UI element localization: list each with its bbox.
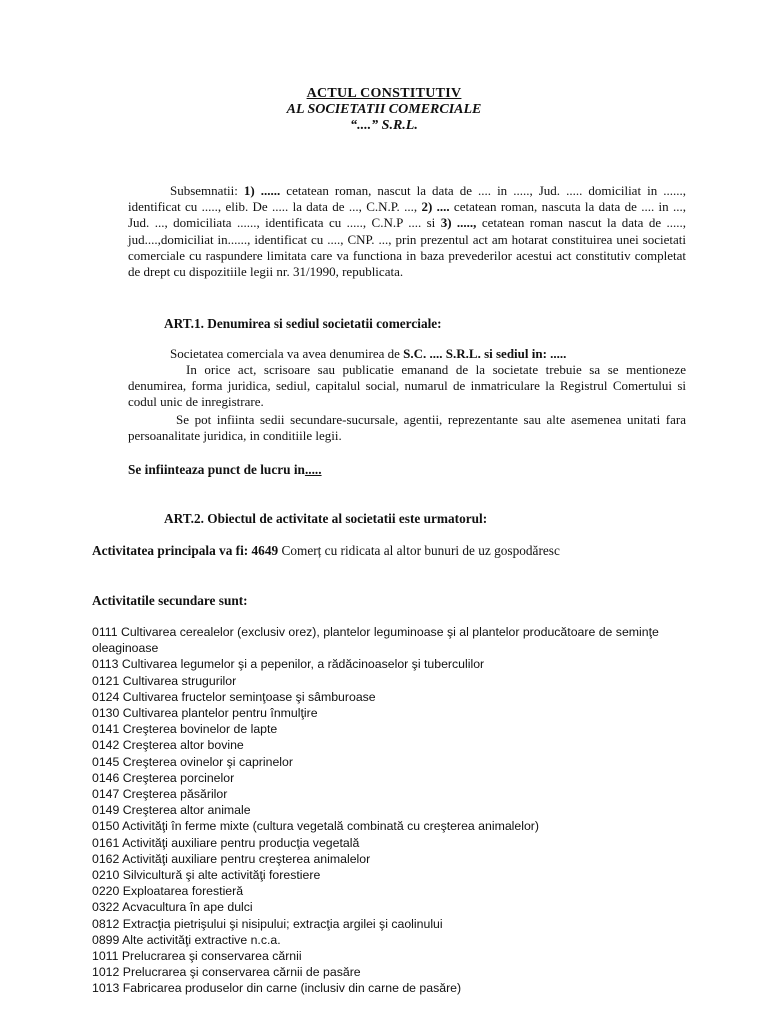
list-item: 0111 Cultivarea cerealelor (exclusiv orez), plantelor leguminoase şi al plantelor producătoare de seminţe oleaginoase bbox=[92, 625, 659, 656]
list-item: 0150 Activităţi în ferme mixte (cultura vegetală combinată cu creşterea animalelor) bbox=[92, 819, 539, 834]
list-item: 0142 Creşterea altor bovine bbox=[92, 738, 244, 753]
list-item: 0161 Activităţi auxiliare pentru producţia vegetală bbox=[92, 835, 360, 850]
list-item: 0220 Exploatarea forestieră bbox=[92, 884, 244, 899]
main-activity: Activitatea principala va fi: 4649 Comerț cu ridicata al altor bunuri de uz gospodăresc bbox=[92, 543, 560, 558]
list-item: 0147 Creşterea păsărilor bbox=[92, 787, 228, 802]
list-item: 0812 Extracţia pietrişului şi nisipului; extracţia argilei şi caolinului bbox=[92, 916, 443, 931]
document-title: ACTUL CONSTITUTIV bbox=[306, 86, 462, 101]
list-item: 0210 Silvicultură şi alte activităţi forestiere bbox=[92, 868, 321, 883]
list-item: 0113 Cultivarea legumelor şi a pepenilor, a rădăcinoaselor şi tuberculilor bbox=[92, 657, 485, 672]
work-point-line: Se infiinteaza punct de lucru in..... bbox=[128, 462, 322, 477]
list-item: 0145 Creşterea ovinelor şi caprinelor bbox=[92, 754, 293, 769]
list-item: 0899 Alte activităţi extractive n.c.a. bbox=[92, 932, 281, 947]
list-item: 0124 Cultivarea fructelor seminţoase şi sâmburoase bbox=[92, 689, 376, 704]
list-item: 1012 Prelucrarea şi conservarea cărnii de pasăre bbox=[92, 965, 361, 980]
list-item: 1013 Fabricarea produselor din carne (inclusiv din carne de pasăre) bbox=[92, 981, 462, 996]
list-item: 0149 Creşterea altor animale bbox=[92, 803, 251, 818]
list-item: 0322 Acvacultura în ape dulci bbox=[92, 900, 253, 915]
art2-heading: ART.2. Obiectul de activitate al societatii este urmatorul: bbox=[164, 511, 488, 526]
list-item: 0162 Activităţi auxiliare pentru creşterea animalelor bbox=[92, 851, 371, 866]
secondary-activities-heading: Activitatile secundare sunt: bbox=[92, 593, 248, 608]
secondary-activities-list bbox=[92, 624, 712, 997]
list-item: 0121 Cultivarea strugurilor bbox=[92, 673, 237, 688]
art1-paragraph-name: Societatea comerciala va avea denumirea de S.C. .... S.R.L. si sediul in: ..... bbox=[170, 346, 567, 361]
art1-paragraph-branches: Se pot infiinta sedii secundare-sucursale, agentii, reprezentante sau alte asemenea unitati fara persoanalitate juridica, in conditiile legii. bbox=[128, 412, 686, 444]
list-item: 1011 Prelucrarea şi conservarea cărnii bbox=[92, 949, 302, 964]
art1-paragraph-mention: In orice act, scrisoare sau publicatie emanand de la societate trebuie sa se mentioneze denumirea, forma juridica, sediul, capitalul social, numarul de inmatriculare la Registrul Comertului si codul unic de inregistrare. bbox=[128, 362, 686, 410]
list-item: 0141 Creşterea bovinelor de lapte bbox=[92, 722, 278, 737]
intro-paragraph: Subsemnatii: 1) ...... cetatean roman, nascut la data de .... in ....., Jud. ..... domiciliat in ......, identificat cu ....., elib. De ..... la data de ..., C.N.P. ..., 2) .... cetatean roman, nascuta la data de .... in ..., Jud. ..., domiciliata ......, identificata cu ....., C.N.P .... si 3) ....., cetatean roman nascut la data de ....., jud....,domiciliat in......, identificat cu ...., CNP. ..., prin prezentul act am hotarat constituirea unei societati comerciale cu raspundere limitata care va functiona in baza prevederilor acestui act constitutiv completat de drept cu dispozitiile legii nr. 31/1990, republicata. bbox=[128, 183, 686, 280]
art1-heading: ART.1. Denumirea si sediul societatii comerciale: bbox=[164, 316, 442, 331]
company-name-line: “....” S.R.L. bbox=[350, 118, 418, 133]
list-item: 0130 Cultivarea plantelor pentru înmulţire bbox=[92, 706, 318, 721]
list-item: 0146 Creşterea porcinelor bbox=[92, 770, 235, 785]
document-subtitle: AL SOCIETATII COMERCIALE bbox=[286, 102, 482, 117]
